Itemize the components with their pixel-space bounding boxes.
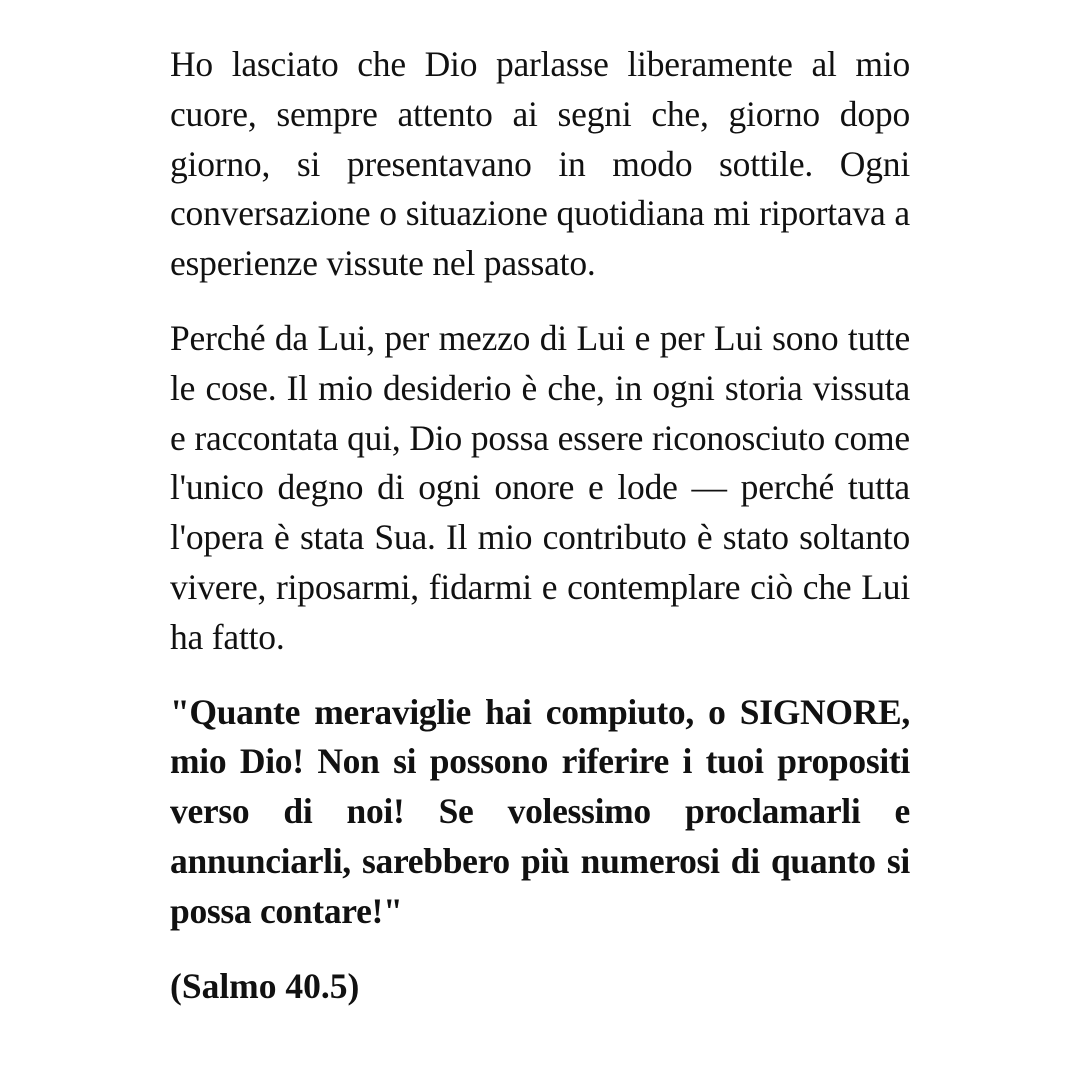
scripture-quote: "Quante meraviglie hai compiuto, o SIGNORE, mio Dio! Non si possono riferire i tuoi propositi verso di noi! Se volessimo proclamarli e annunciarli, sarebbero più numerosi di quanto si possa contare!"	[170, 691, 910, 931]
paragraph-1: Ho lasciato che Dio parlasse liberamente al mio cuore, sempre attento ai segni che, giorno dopo giorno, si presentavano in modo sottile. Ogni conversazione o situazione quotidiana mi riportava a esperienze vissute nel passato.	[170, 44, 910, 284]
paragraph-2: Perché da Lui, per mezzo di Lui e per Lui sono tutte le cose. Il mio desiderio è che, in ogni storia vissuta e raccontata qui, Dio possa essere riconosciuto come l'unico degno di ogni onore e lode — perché tutta l'opera è stata Sua. Il mio contributo è stato soltanto vivere, riposarmi, fidarmi e contemplare ciò che Lui ha fatto.	[170, 317, 910, 657]
scripture-reference: (Salmo 40.5)	[170, 965, 360, 1006]
document-page	[170, 40, 910, 1011]
